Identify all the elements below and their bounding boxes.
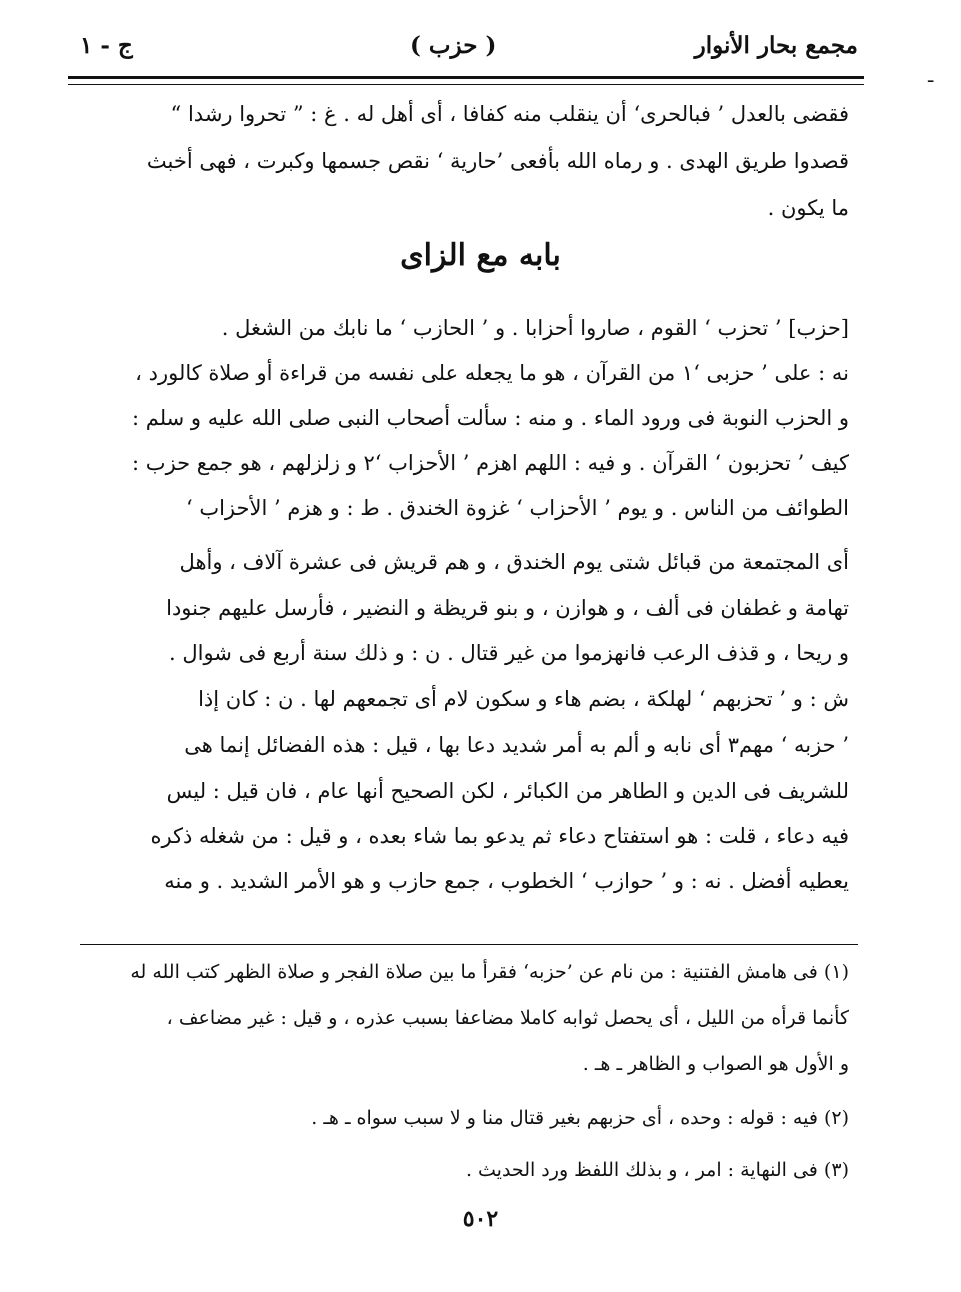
footnote-line: و الأول هو الصواب و الظاهر ـ هـ . bbox=[582, 1053, 849, 1075]
footnote-separator bbox=[80, 944, 858, 945]
body-line: [حزب] ’ تحزب ‘ القوم ، صاروا أحزابا . و ’ الحازب ‘ ما نابك من الشغل . bbox=[221, 316, 849, 340]
body-line: تهامة و غطفان فى ألف ، و هوازن ، و بنو قريظة و النضير ، فأرسل عليهم جنودا bbox=[166, 596, 849, 620]
body-line: للشريف فى الدين و الطاهر من الكبائر ، لكن الصحيح أنها عام ، فان قيل : ليس bbox=[166, 779, 849, 803]
page-number: ٥٠٢ bbox=[462, 1206, 499, 1232]
footnote-line: (٢) فيه : قوله : وحده ، أى حزبهم بغير قتال منا و لا سبب سواه ـ هـ . bbox=[311, 1107, 849, 1129]
footnotes bbox=[81, 950, 849, 1196]
body-text bbox=[81, 306, 849, 918]
intro-paragraph bbox=[81, 92, 849, 232]
body-line: يعطيه أفضل . نه : و ’ حوازب ‘ الخطوب ، جمع حازب و هو الأمر الشديد . و منه bbox=[164, 869, 849, 893]
body-line: فيه دعاء ، قلت : هو استفتاح دعاء ثم يدعو بما شاء بعده ، و قيل : من شغله ذكره bbox=[150, 824, 849, 848]
footnote-line: كأنما قرأه من الليل ، أى يحصل ثوابه كاملا مضاعفا بسبب عذره ، و قيل : غير مضاعف ، bbox=[166, 1007, 849, 1029]
body-line: الطوائف من الناس . و يوم ’ الأحزاب ‘ غزوة الخندق . ط : و هزم ’ الأحزاب ‘ bbox=[185, 496, 849, 520]
book-title: مجمع بحار الأنوار bbox=[694, 32, 858, 59]
running-head: ( حزب ) bbox=[410, 32, 497, 59]
header-rule-thick bbox=[68, 76, 864, 79]
body-line: و ريحا ، و قذف الرعب فانهزموا من غير قتال . ن : و ذلك سنة أربع فى شوال . bbox=[169, 641, 849, 665]
intro-line: ما يكون . bbox=[767, 196, 849, 220]
body-line: ’ حزبه ‘ مهم٣ أى نابه و ألم به أمر شديد دعا بها ، قيل : هذه الفضائل إنما هى bbox=[184, 733, 849, 757]
body-line: ش : و ’ تحزبهم ‘ لهلكة ، بضم هاء و سكون لام أى تجمعهم لها . ن : كان إذا bbox=[198, 687, 849, 711]
footnote-line: (٣) فى النهاية : امر ، و بذلك اللفظ ورد الحديث . bbox=[465, 1159, 849, 1181]
intro-line: فقضى بالعدل ’ فبالحرى‘ أن ينقلب منه كفافا ، أى أهل له . غ : ” تحروا رشدا “ bbox=[170, 102, 849, 126]
body-line: و الحزب النوبة فى ورود الماء . و منه : سألت أصحاب النبى صلى الله عليه و سلم : bbox=[131, 406, 849, 430]
chapter-title: بابه مع الزاى bbox=[400, 238, 561, 273]
body-line: كيف ’ تحزبون ‘ القرآن . و فيه : اللهم اهزم ’ الأحزاب ‘٢ و زلزلهم ، هو جمع حزب : bbox=[132, 451, 849, 475]
header-rule-thin bbox=[68, 84, 864, 85]
body-line: أى المجتمعة من قبائل شتى يوم الخندق ، و هم قريش فى عشرة آلاف ، وأهل bbox=[179, 550, 849, 574]
volume-label: ج - ١ bbox=[80, 32, 133, 59]
body-line: نه : على ’ حزبى ‘١ من القرآن ، هو ما يجعله على نفسه من قراءة أو صلاة كالورد ، bbox=[135, 361, 849, 385]
footnote-line: (١) فى هامش الفتنية : من نام عن ’حزبه‘ فقرأ ما بين صلاة الفجر و صلاة الظهر كتب الله له bbox=[130, 961, 849, 983]
intro-line: قصدوا طريق الهدى . و رماه الله بأفعى ’حارية ‘ نقص جسمها وكبرت ، فهى أخبث bbox=[146, 149, 849, 173]
page-header bbox=[80, 28, 858, 72]
margin-mark: ـ bbox=[928, 66, 934, 87]
